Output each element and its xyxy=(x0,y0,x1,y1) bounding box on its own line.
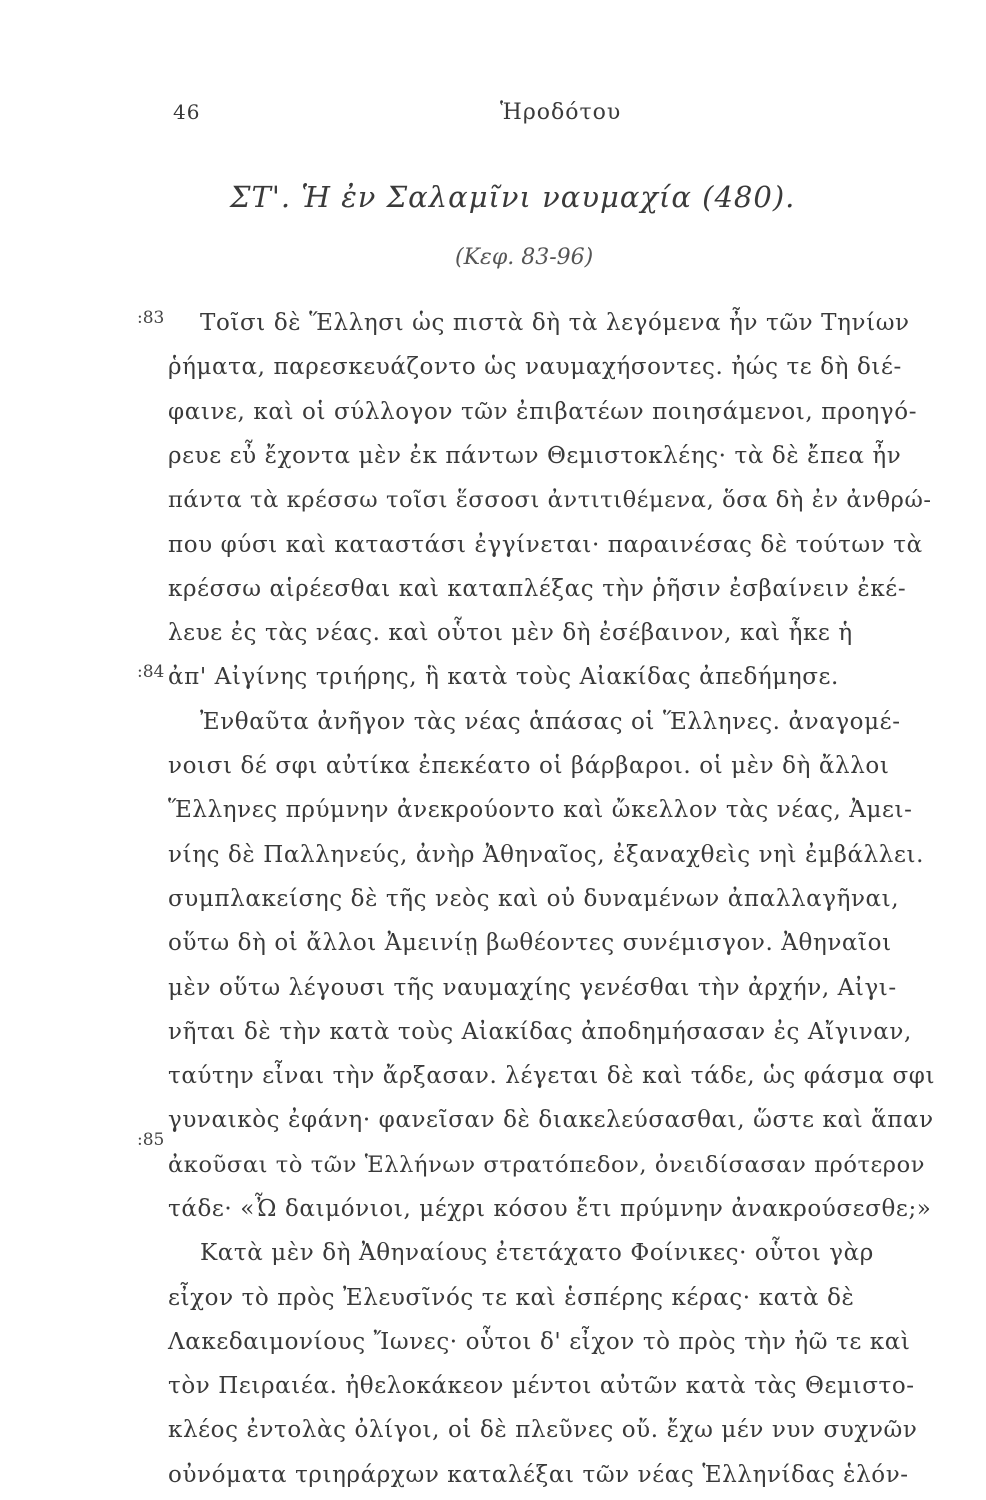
margin-chapter-number: :85 xyxy=(137,1130,165,1150)
text-line: νῆται δὲ τὴν κατὰ τοὺς Αἰακίδας ἀποδημήσασαν ἐς Αἴγιναν, xyxy=(168,1019,912,1045)
text-line: Λακεδαιμονίους Ἴωνες· οὗτοι δ' εἶχον τὸ πρὸς τὴν ἠῶ τε καὶ xyxy=(168,1329,911,1355)
text-line: νίης δὲ Παλληνεύς, ἀνὴρ Ἀθηναῖος, ἐξαναχθεὶς νηὶ ἐμβάλλει. xyxy=(168,842,924,868)
text-line: ταύτην εἶναι τὴν ἄρξασαν. λέγεται δὲ καὶ τάδε, ὡς φάσμα σφι xyxy=(168,1063,936,1089)
text-line: πάντα τὰ κρέσσω τοῖσι ἕσσοσι ἀντιτιθέμενα, ὅσα δὴ ἐν ἀνθρώ- xyxy=(168,487,932,513)
text-line: ῥήματα, παρεσκευάζοντο ὡς ναυμαχήσοντες. ἠώς τε δὴ διέ- xyxy=(168,354,902,380)
text-line: κρέσσω αἱρέεσθαι καὶ καταπλέξας τὴν ῥῆσιν ἐσβαίνειν ἐκέ- xyxy=(168,576,907,602)
section-title: ΣΤ'. Ἡ ἐν Σαλαμῖνι ναυμαχία (480). xyxy=(230,180,796,214)
margin-chapter-number: :84 xyxy=(137,662,165,682)
text-line: λευε ἐς τὰς νέας. καὶ οὗτοι μὲν δὴ ἐσέβαινον, καὶ ἧκε ἡ xyxy=(168,620,853,646)
text-line: τὸν Πειραιέα. ἠθελοκάκεον μέντοι αὐτῶν κατὰ τὰς Θεμιστο- xyxy=(168,1373,915,1399)
text-line: νοισι δέ σφι αὐτίκα ἐπεκέατο οἱ βάρβαροι. οἱ μὲν δὴ ἄλλοι xyxy=(168,753,890,779)
text-line: οὕτω δὴ οἱ ἄλλοι Ἀμεινίῃ βωθέοντες συνέμισγον. Ἀθηναῖοι xyxy=(168,930,892,956)
text-line: φαινε, καὶ οἱ σύλλογον τῶν ἐπιβατέων ποιησάμενοι, προηγό- xyxy=(168,399,918,425)
text-line: ἀκοῦσαι τὸ τῶν Ἑλλήνων στρατόπεδον, ὀνειδίσασαν πρότερον xyxy=(168,1152,926,1178)
text-line: εἶχον τὸ πρὸς Ἐλευσῖνός τε καὶ ἑσπέρης κέρας· κατὰ δὲ xyxy=(168,1285,855,1311)
text-line: ρευε εὖ ἔχοντα μὲν ἐκ πάντων Θεμιστοκλέης· τὰ δὲ ἔπεα ἦν xyxy=(168,443,902,469)
running-head: Ἡροδότου xyxy=(500,100,622,125)
text-line: μὲν οὕτω λέγουσι τῆς ναυμαχίης γενέσθαι τὴν ἀρχήν, Αἰγι- xyxy=(168,975,897,1001)
text-line: ἀπ' Αἰγίνης τριήρης, ἣ κατὰ τοὺς Αἰακίδας ἀπεδήμησε. xyxy=(168,664,839,690)
text-line: Κατὰ μὲν δὴ Ἀθηναίους ἐτετάχατο Φοίνικες· οὗτοι γὰρ xyxy=(200,1240,874,1266)
text-line: Ἕλληνες πρύμνην ἀνεκρούοντο καὶ ὤκελλον τὰς νέας, Ἀμει- xyxy=(168,797,913,823)
text-line: κλέος ἐντολὰς ὀλίγοι, οἱ δὲ πλεῦνες οὔ. ἔχω μέν νυν συχνῶν xyxy=(168,1417,918,1443)
text-line: γυναικὸς ἐφάνη· φανεῖσαν δὲ διακελεύσασθαι, ὥστε καὶ ἅπαν xyxy=(168,1107,934,1133)
text-line: που φύσι καὶ καταστάσι ἐγγίνεται· παραινέσας δὲ τούτων τὰ xyxy=(168,532,923,558)
text-line: Ἐνθαῦτα ἀνῆγον τὰς νέας ἁπάσας οἱ Ἕλληνες. ἀναγομέ- xyxy=(200,709,901,735)
page-number: 46 xyxy=(173,100,201,124)
chapter-range: (Κεφ. 83-96) xyxy=(455,245,594,270)
margin-chapter-number: :83 xyxy=(137,308,165,328)
text-line: οὐνόματα τριηράρχων καταλέξαι τῶν νέας Ἑλληνίδας ἑλόν- xyxy=(168,1462,909,1488)
text-line: Τοῖσι δὲ Ἕλλησι ὡς πιστὰ δὴ τὰ λεγόμενα ἦν τῶν Τηνίων xyxy=(200,310,910,336)
text-line: συμπλακείσης δὲ τῆς νεὸς καὶ οὐ δυναμένων ἀπαλλαγῆναι, xyxy=(168,886,900,912)
text-line: τάδε· «Ὦ δαιμόνιοι, μέχρι κόσου ἔτι πρύμνην ἀνακρούσεσθε;» xyxy=(168,1196,932,1222)
